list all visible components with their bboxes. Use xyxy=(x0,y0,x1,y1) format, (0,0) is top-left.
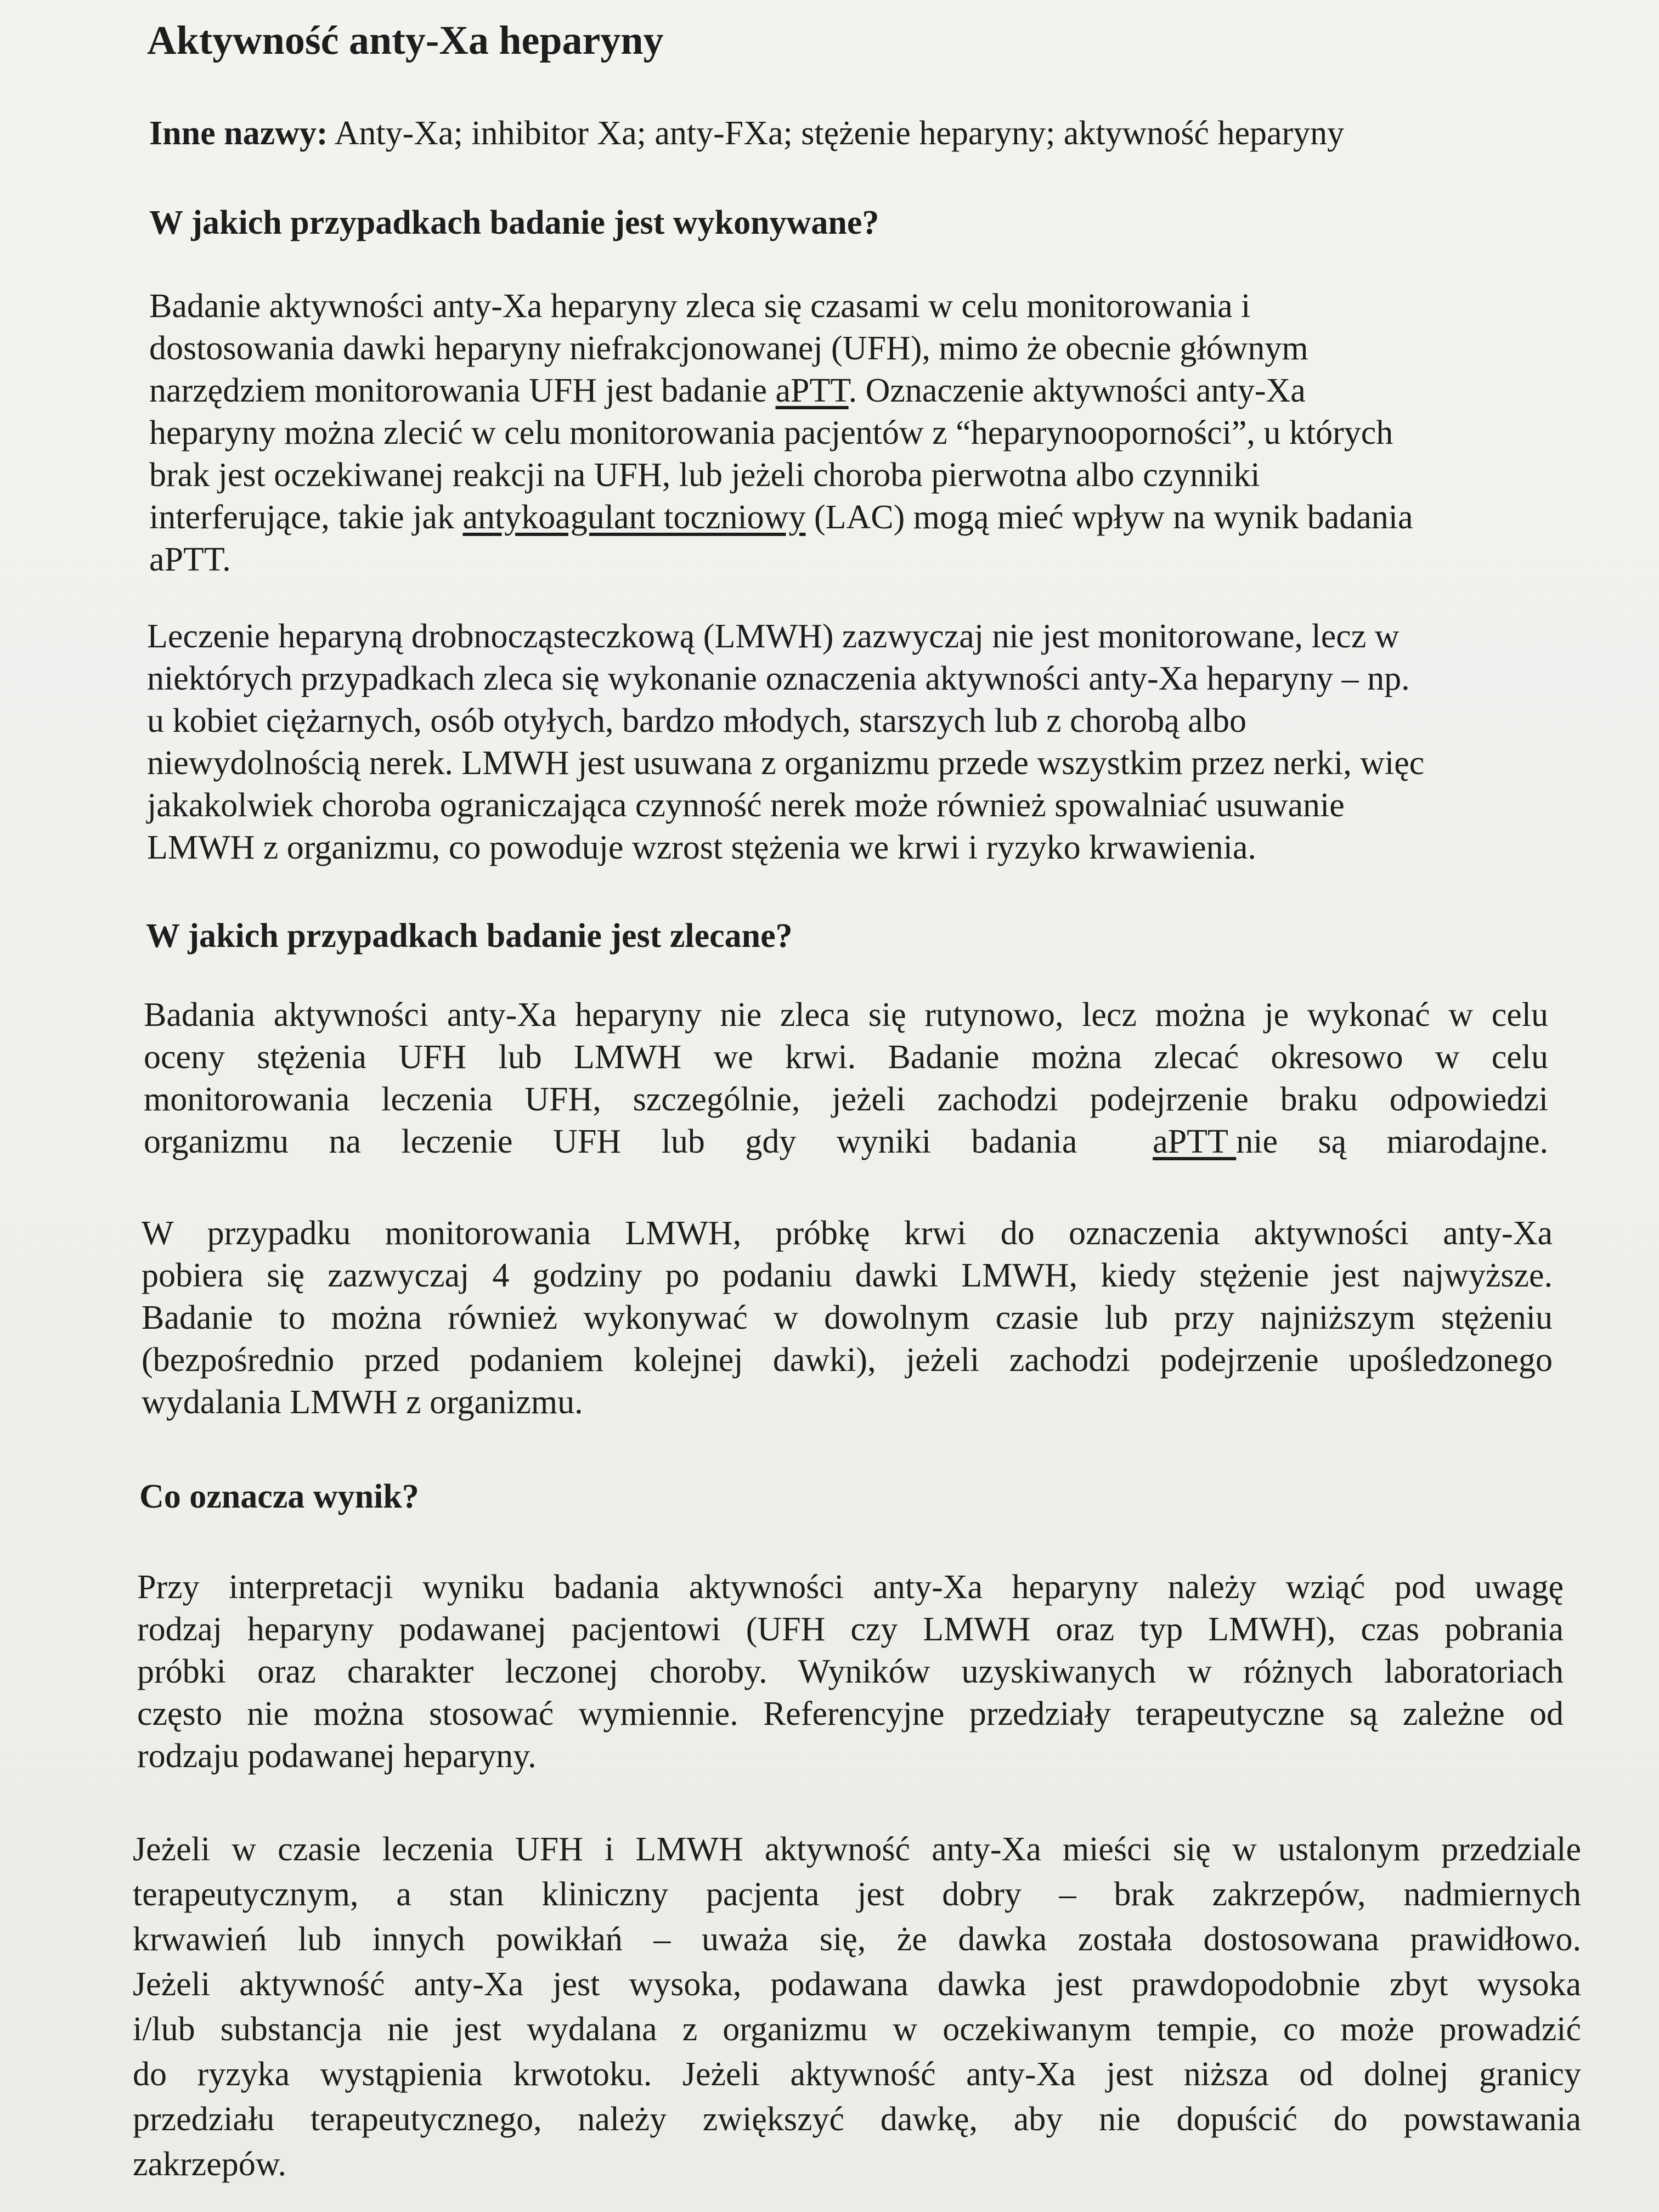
text-line: pobiera się zazwyczaj 4 godziny po podaniu dawki LMWH, kiedy stężenie jest najwyższe. xyxy=(142,1257,1553,1294)
text-line: i/lub substancja nie jest wydalana z organizmu w oczekiwanym tempie, co może prowadzić xyxy=(133,2011,1581,2048)
text-line: jakakolwiek choroba ograniczająca czynność nerek może również spowalniać usuwanie xyxy=(147,787,1345,824)
text-line: terapeutycznym, a stan kliniczny pacjenta jest dobry – brak zakrzepów, nadmiernych xyxy=(133,1876,1581,1913)
other-names-label: Inne nazwy: xyxy=(149,115,328,152)
text-line: W przypadku monitorowania LMWH, próbkę krwi do oznaczenia aktywności anty-Xa xyxy=(142,1215,1553,1252)
text-line: Jeżeli aktywność anty-Xa jest wysoka, podawana dawka jest prawdopodobnie zbyt wysoka xyxy=(133,1966,1581,2003)
text-line: rodzaj heparyny podawanej pacjentowi (UFH czy LMWH oraz typ LMWH), czas pobrania xyxy=(137,1611,1564,1648)
text-line: często nie można stosować wymiennie. Referencyjne przedziały terapeutyczne są zależne od xyxy=(137,1695,1564,1733)
document-title: Aktywność anty-Xa heparyny xyxy=(147,18,664,63)
text-line: (bezpośrednio przed podaniem kolejnej dawki), jeżeli zachodzi podejrzenie upośledzonego xyxy=(142,1341,1553,1379)
aptt-link[interactable]: aPTT xyxy=(775,372,849,409)
text-line: Przy interpretacji wyniku badania aktywności anty-Xa heparyny należy wziąć pod uwagę xyxy=(137,1568,1564,1606)
text-line: brak jest oczekiwanej reakcji na UFH, lub jeżeli choroba pierwotna albo czynniki xyxy=(149,456,1260,494)
text-line: do ryzyka wystąpienia krwotoku. Jeżeli aktywność anty-Xa jest niższa od dolnej granicy xyxy=(133,2056,1581,2093)
text-line: heparyny można zlecić w celu monitorowania pacjentów z “heparynooporności”, u których xyxy=(149,414,1393,452)
text-line: niektórych przypadkach zleca się wykonanie oznaczenia aktywności anty-Xa heparyny – np. xyxy=(147,660,1410,697)
text-line: Badania aktywności anty-Xa heparyny nie zleca się rutynowo, lecz można je wykonać w celu xyxy=(144,996,1548,1034)
text-line: dostosowania dawki heparyny niefrakcjonowanej (UFH), mimo że obecnie głównym xyxy=(149,330,1308,367)
paragraph-interpretation xyxy=(137,1566,1564,1778)
section-heading-result: Co oznacza wynik? xyxy=(139,1478,419,1515)
text-line: niewydolnością nerek. LMWH jest usuwana z organizmu przede wszystkim przez nerki, więc xyxy=(147,744,1425,782)
section-heading-performed: W jakich przypadkach badanie jest wykonywane? xyxy=(149,204,879,241)
other-names-value: Anty-Xa; inhibitor Xa; anty-FXa; stężenie heparyny; aktywność heparyny xyxy=(334,115,1345,152)
text-line: Badanie aktywności anty-Xa heparyny zleca się czasami w celu monitorowania i xyxy=(149,287,1251,325)
text-line: zakrzepów. xyxy=(133,2146,286,2183)
text-line: aPTT. xyxy=(149,541,231,578)
paragraph-lmwh-sampling xyxy=(142,1212,1553,1424)
section-heading-ordered: W jakich przypadkach badanie jest zlecane? xyxy=(146,917,793,955)
paragraph-lmwh xyxy=(147,616,1424,869)
text-line: organizmu na leczenie UFH lub gdy wyniki badania aPTT nie są miarodajne. xyxy=(144,1123,1548,1160)
text-line: monitorowania leczenia UFH, szczególnie, jeżeli zachodzi podejrzenie braku odpowiedzi xyxy=(144,1081,1548,1118)
paragraph-monitoring-ufh xyxy=(149,285,1413,581)
text-line: rodzaju podawanej heparyny. xyxy=(137,1737,537,1775)
text-line: próbki oraz charakter leczonej choroby. Wyników uzyskiwanych w różnych laboratoriach xyxy=(137,1653,1564,1690)
text-line: narzędziem monitorowania UFH jest badanie aPTT. Oznaczenie aktywności anty-Xa xyxy=(149,372,1306,409)
text-line: interferujące, takie jak antykoagulant toczniowy (LAC) mogą mieć wpływ na wynik badania xyxy=(149,499,1413,536)
text-line: LMWH z organizmu, co powoduje wzrost stężenia we krwi i ryzyko krwawienia. xyxy=(147,829,1256,866)
text-line: Badanie to można również wykonywać w dowolnym czasie lub przy najniższym stężeniu xyxy=(142,1299,1553,1336)
text-line: Jeżeli w czasie leczenia UFH i LMWH aktywność anty-Xa mieści się w ustalonym przedziale xyxy=(133,1831,1581,1868)
paragraph-not-routine xyxy=(144,994,1548,1163)
text-line: przedziału terapeutycznego, należy zwiększyć dawkę, aby nie dopuścić do powstawania xyxy=(133,2101,1581,2138)
lupus-anticoagulant-link[interactable]: antykoagulant toczniowy xyxy=(462,499,806,536)
text-line: krwawień lub innych powikłań – uważa się, że dawka została dostosowana prawidłowo. xyxy=(133,1921,1581,1958)
other-names xyxy=(149,112,1630,155)
text-line: u kobiet ciężarnych, osób otyłych, bardzo młodych, starszych lub z chorobą albo xyxy=(147,702,1247,740)
paragraph-therapeutic-range xyxy=(133,1827,1581,2187)
text-line: wydalania LMWH z organizmu. xyxy=(142,1384,583,1421)
aptt-link-2[interactable]: aPTT xyxy=(1153,1123,1237,1160)
text-line: Leczenie heparyną drobnocząsteczkową (LMWH) zazwyczaj nie jest monitorowane, lecz w xyxy=(147,618,1400,655)
text-line: oceny stężenia UFH lub LMWH we krwi. Badanie można zlecać okresowo w celu xyxy=(144,1039,1548,1076)
